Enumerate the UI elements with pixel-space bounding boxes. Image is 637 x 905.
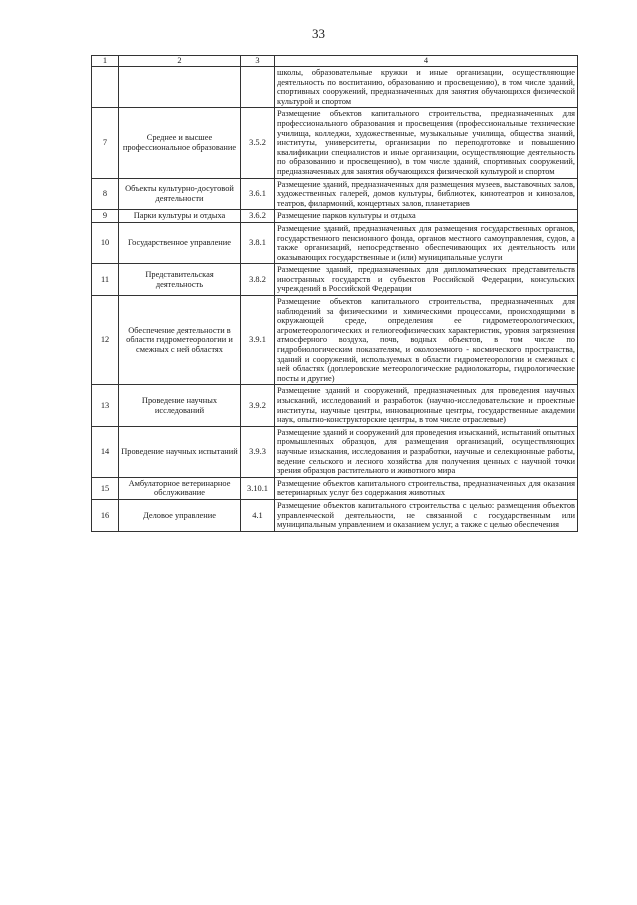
table-row xyxy=(92,108,578,178)
row-number: 7 xyxy=(92,108,119,178)
row-number: 8 xyxy=(92,178,119,210)
column-header: 3 xyxy=(241,56,275,67)
table-row xyxy=(92,222,578,263)
use-type-code: 3.10.1 xyxy=(241,477,275,499)
use-type-description: Размещение зданий и сооружений для проведения изысканий, испытаний опытных промышленных образцов, для размещения организаций, осуществляющих научные изыскания, исследования и разработки, научные и селекционные работы, ведение сельского и лесного хозяйства для получения ценных с научной точки зрения образцов растительного и животного мира xyxy=(275,426,578,477)
use-type-description: Размещение объектов капитального строительства, предназначенных для профессионального образования и просвещения (профессиональные технические училища, колледжи, художественные, музыкальные училища, общества знаний, институты, университеты, организации по переподготовке и повышению квалификации специалистов и иные организации, осуществляющие деятельность по образованию и просвещению), в том числе зданий, спортивных сооружений, предназначенных для занятия обучающихся физической культурой и спортом xyxy=(275,108,578,178)
row-number: 16 xyxy=(92,499,119,531)
use-type-name: Проведение научных исследований xyxy=(119,385,241,426)
use-type-code: 3.6.2 xyxy=(241,210,275,223)
use-type-name: Государственное управление xyxy=(119,222,241,263)
use-type-name: Парки культуры и отдыха xyxy=(119,210,241,223)
use-type-code: 3.9.2 xyxy=(241,385,275,426)
column-header: 4 xyxy=(275,56,578,67)
use-type-code: 3.9.3 xyxy=(241,426,275,477)
use-type-name: Деловое управление xyxy=(119,499,241,531)
use-type-description: Размещение объектов капитального строительства с целью: размещения объектов управленческой деятельности, не связанной с государственным или муниципальным управлением и оказанием услуг, а также с целью обеспечения xyxy=(275,499,578,531)
row-number: 13 xyxy=(92,385,119,426)
table-row xyxy=(92,67,578,108)
column-header: 2 xyxy=(119,56,241,67)
page-number: 33 xyxy=(312,26,325,41)
use-type-code: 3.8.2 xyxy=(241,264,275,296)
table-row xyxy=(92,264,578,296)
table-row xyxy=(92,426,578,477)
use-type-code: 4.1 xyxy=(241,499,275,531)
use-type-name xyxy=(119,67,241,108)
use-type-code: 3.8.1 xyxy=(241,222,275,263)
use-type-name: Обеспечение деятельности в области гидрометеорологии и смежных с ней областях xyxy=(119,296,241,385)
use-type-code xyxy=(241,67,275,108)
use-type-name: Проведение научных испытаний xyxy=(119,426,241,477)
use-type-code: 3.6.1 xyxy=(241,178,275,210)
table-row xyxy=(92,178,578,210)
column-header: 1 xyxy=(92,56,119,67)
use-type-code: 3.9.1 xyxy=(241,296,275,385)
table-header-row xyxy=(92,56,578,67)
use-type-name: Амбулаторное ветеринарное обслуживание xyxy=(119,477,241,499)
use-type-name: Объекты культурно-досуговой деятельности xyxy=(119,178,241,210)
use-type-code: 3.5.2 xyxy=(241,108,275,178)
row-number: 11 xyxy=(92,264,119,296)
table-row xyxy=(92,296,578,385)
row-number: 10 xyxy=(92,222,119,263)
row-number: 14 xyxy=(92,426,119,477)
use-type-name: Представительская деятельность xyxy=(119,264,241,296)
use-type-description: Размещение объектов капитального строительства, предназначенных для оказания ветеринарных услуг без содержания животных xyxy=(275,477,578,499)
use-type-description: Размещение парков культуры и отдыха xyxy=(275,210,578,223)
use-type-description: Размещение объектов капитального строительства, предназначенных для наблюдений за физическими и химическими процессами, происходящими в окружающей среде, определения ее гидрометеорологических, агрометеорологических и гелиогеофизических характеристик, уровня загрязнения атмосферного воздуха, почв, водных объектов, в том числе по гидробиологическим показателям, и околоземного - космического пространства, зданий и сооружений, используемых в области гидрометеорологии и смежных с ней областях (доплеровские метеорологические радиолокаторы, гидрологические посты и другие) xyxy=(275,296,578,385)
row-number: 12 xyxy=(92,296,119,385)
row-number xyxy=(92,67,119,108)
use-type-description: Размещение зданий, предназначенных для размещения музеев, выставочных залов, художественных галерей, домов культуры, библиотек, кинотеатров и кинозалов, театров, филармоний, концертных залов, планетариев xyxy=(275,178,578,210)
use-type-description: Размещение зданий, предназначенных для дипломатических представительств иностранных государств и субъектов Российской Федерации, консульских учреждений в Российской Федерации xyxy=(275,264,578,296)
table-row xyxy=(92,477,578,499)
use-type-description: школы, образовательные кружки и иные организации, осуществляющие деятельность по воспитанию, образованию и просвещению), в том числе зданий, спортивных сооружений, предназначенных для занятия обучающихся физической культурой и спортом xyxy=(275,67,578,108)
table-row xyxy=(92,385,578,426)
use-type-name: Среднее и высшее профессиональное образование xyxy=(119,108,241,178)
table-row xyxy=(92,499,578,531)
row-number: 9 xyxy=(92,210,119,223)
table-row xyxy=(92,210,578,223)
land-use-table xyxy=(91,55,578,532)
use-type-description: Размещение зданий, предназначенных для размещения государственных органов, государственного пенсионного фонда, органов местного самоуправления, судов, а также организаций, непосредственно обеспечивающих их деятельность или оказывающих государственные и (или) муниципальные услуги xyxy=(275,222,578,263)
use-type-description: Размещение зданий и сооружений, предназначенных для проведения научных изысканий, исследований и разработок (научно-исследовательские и проектные институты, научные центры, инновационные центры, государственные академии наук, опытно-конструкторские центры, в том числе отраслевые) xyxy=(275,385,578,426)
row-number: 15 xyxy=(92,477,119,499)
